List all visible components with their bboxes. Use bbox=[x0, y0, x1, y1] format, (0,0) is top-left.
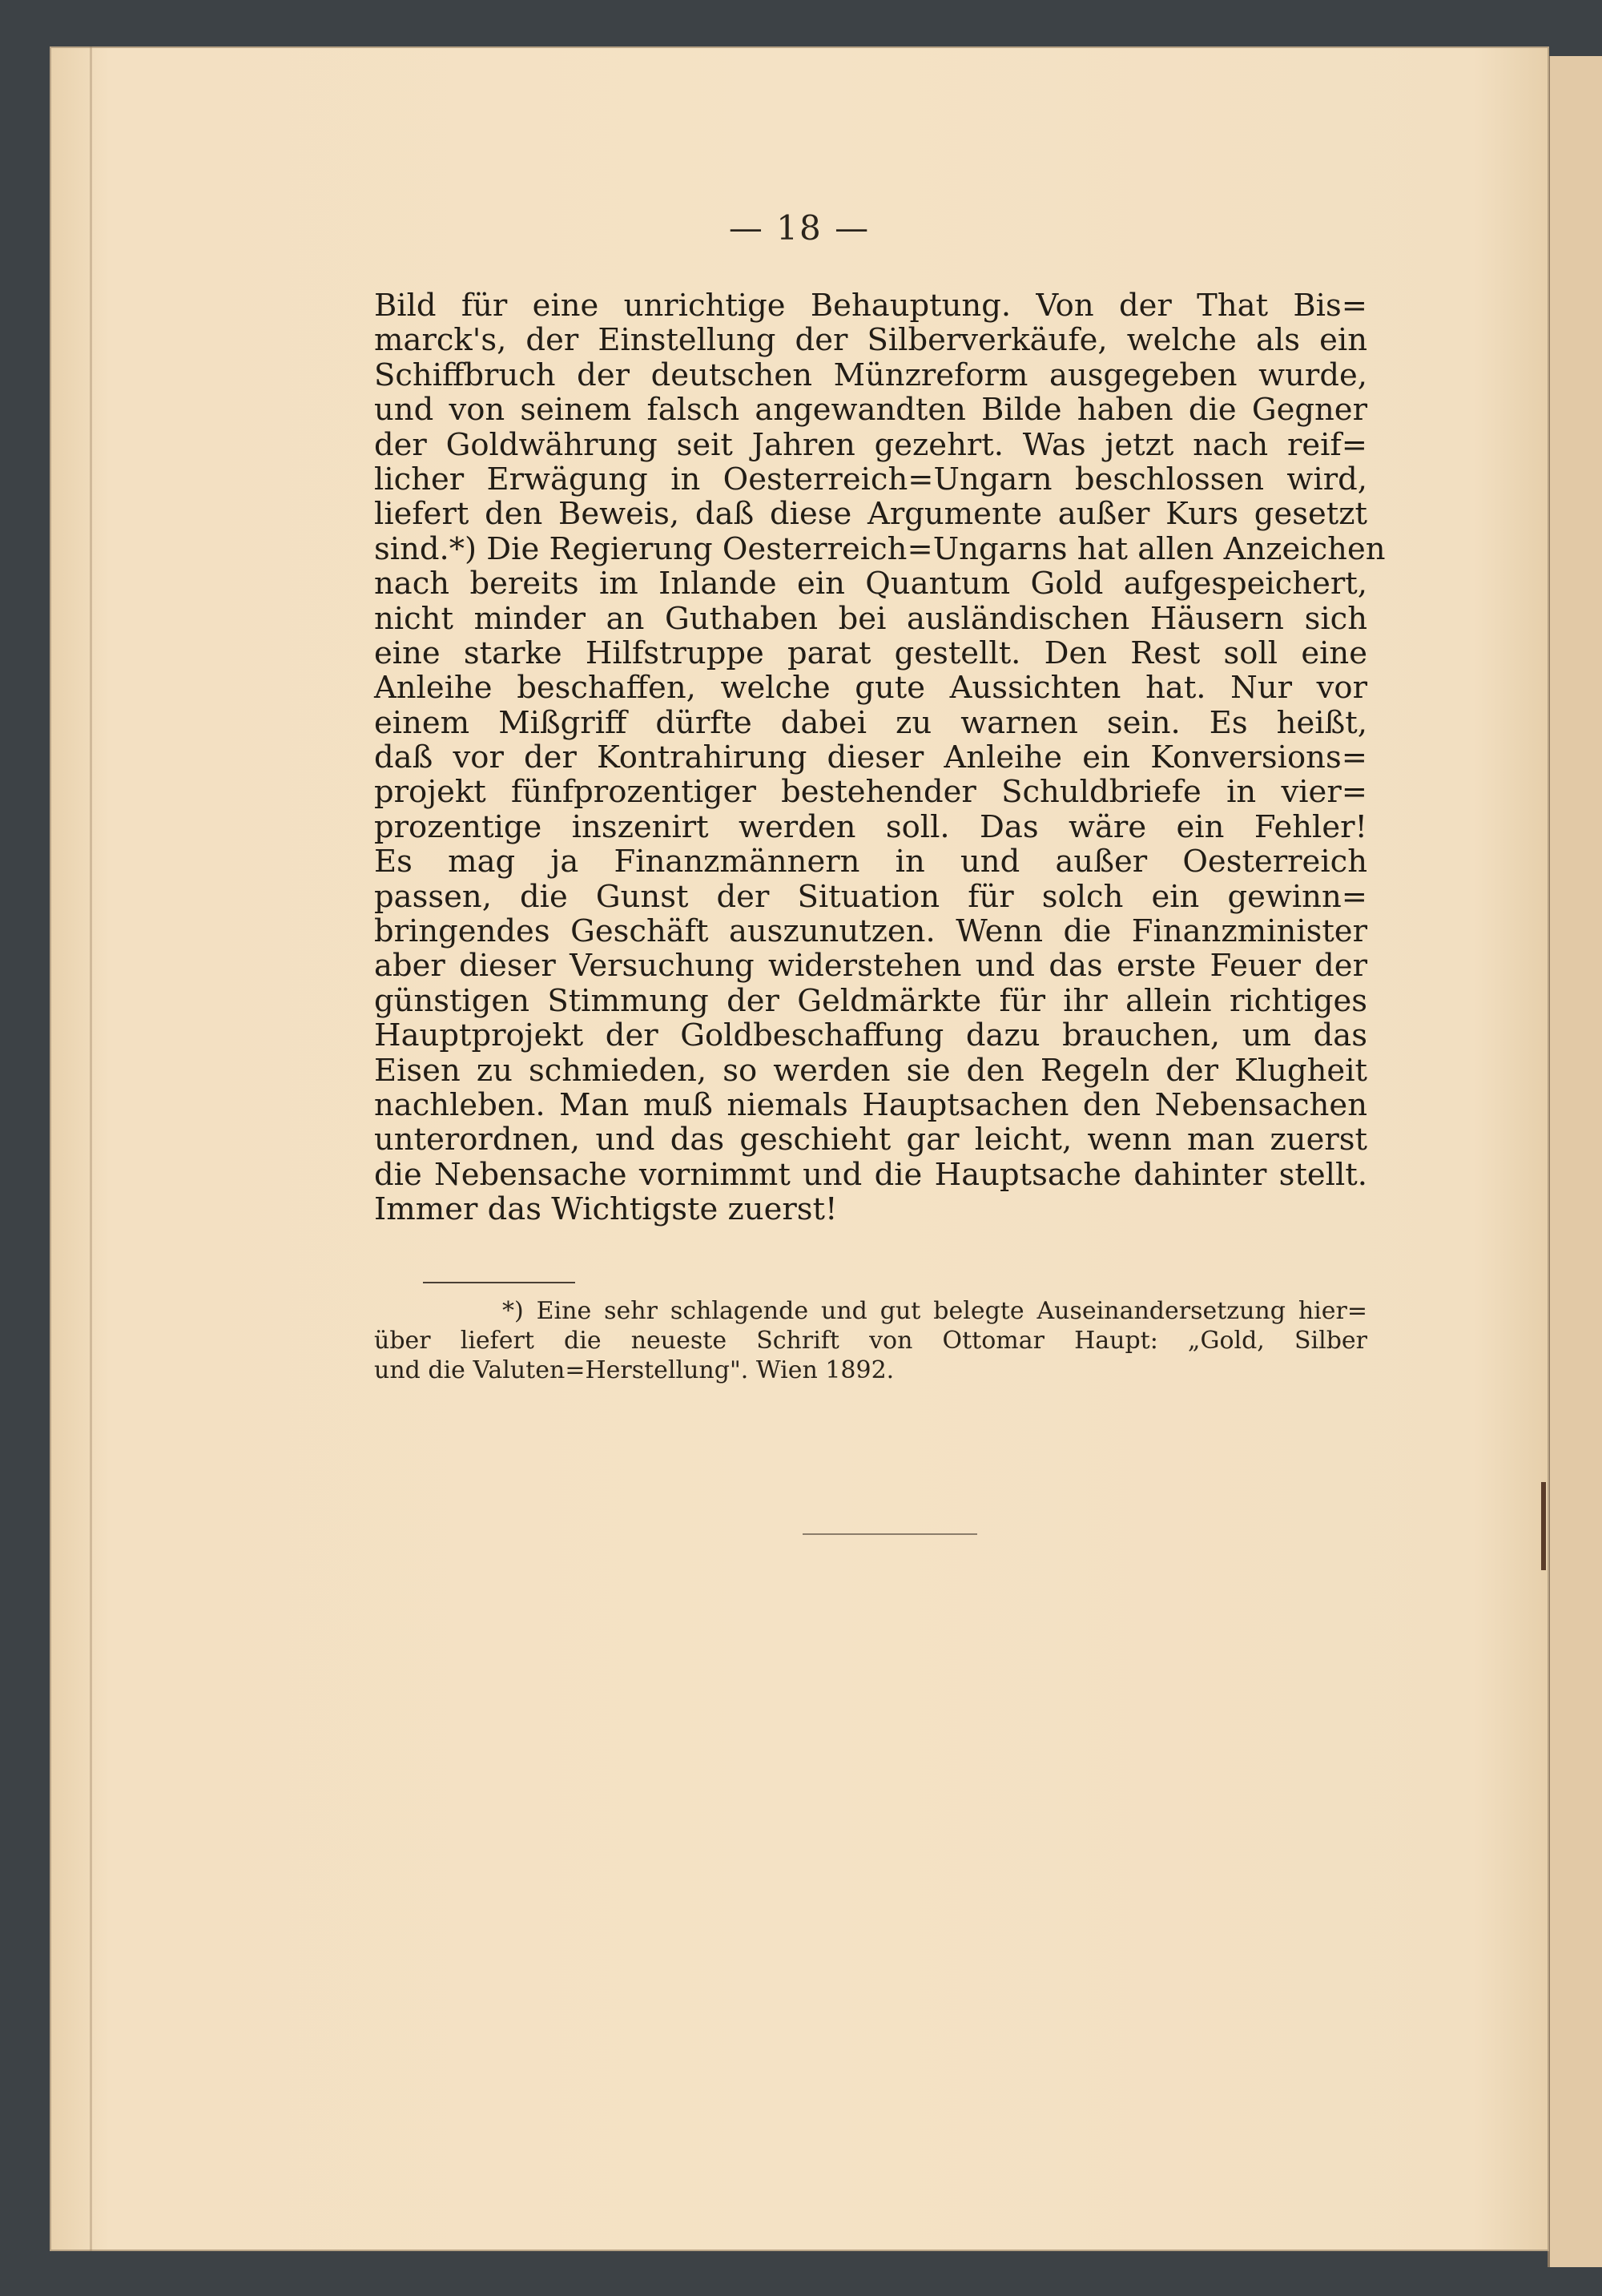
page-number: — 18 — bbox=[728, 208, 871, 248]
text-line: marck's, der Einstellung der Silberverkäufe, welche als ein bbox=[374, 322, 1367, 359]
end-divider bbox=[803, 1533, 977, 1535]
text-line: einem Mißgriff dürfte dabei zu warnen sein. Es heißt, bbox=[374, 704, 1367, 741]
text-line: aber dieser Versuchung widerstehen und das erste Feuer der bbox=[374, 948, 1367, 985]
text-line: prozentige inszenirt werden soll. Das wäre ein Fehler! bbox=[374, 808, 1367, 845]
text-line: Schiffbruch der deutschen Münzreform ausgegeben wurde, bbox=[374, 356, 1367, 393]
text-line: der Goldwährung seit Jahren gezehrt. Was jetzt nach reif= bbox=[374, 426, 1367, 463]
text-line: projekt fünfprozentiger bestehender Schuldbriefe in vier= bbox=[374, 774, 1367, 811]
footnote-line: und die Valuten=Herstellung". Wien 1892. bbox=[374, 1356, 895, 1384]
text-line: Eisen zu schmieden, so werden sie den Regeln der Klugheit bbox=[374, 1052, 1367, 1089]
text-line: und von seinem falsch angewandten Bilde haben die Gegner bbox=[374, 392, 1367, 429]
text-line: Anleihe beschaffen, welche gute Aussichten hat. Nur vor bbox=[374, 670, 1367, 707]
text-line: daß vor der Kontrahirung dieser Anleihe ein Konversions= bbox=[374, 739, 1367, 776]
footnote-line: über liefert die neueste Schrift von Ottomar Haupt: „Gold, Silber bbox=[374, 1327, 1367, 1355]
text-line: Hauptprojekt der Goldbeschaffung dazu brauchen, um das bbox=[374, 1017, 1367, 1054]
main-text bbox=[374, 288, 1386, 1228]
adjacent-page-edge bbox=[1548, 56, 1602, 2267]
text-line: die Nebensache vornimmt und die Hauptsache dahinter stellt. bbox=[374, 1156, 1367, 1193]
text-line: nicht minder an Guthaben bei ausländischen Häusern sich bbox=[374, 600, 1367, 637]
binding-mark bbox=[1541, 1482, 1546, 1570]
text-line: Es mag ja Finanzmännern in und außer Oesterreich bbox=[374, 844, 1367, 880]
footnote-divider bbox=[423, 1282, 575, 1283]
text-line: passen, die Gunst der Situation für solch ein gewinn= bbox=[374, 878, 1367, 915]
footnote bbox=[374, 1296, 1367, 1385]
text-line: licher Erwägung in Oesterreich=Ungarn beschlossen wird, bbox=[374, 461, 1367, 497]
text-line: eine starke Hilfstruppe parat gestellt. Den Rest soll eine bbox=[374, 634, 1367, 671]
text-line: liefert den Beweis, daß diese Argumente außer Kurs gesetzt bbox=[374, 496, 1367, 533]
text-line: bringendes Geschäft auszunutzen. Wenn die Finanzminister bbox=[374, 913, 1367, 950]
text-line: sind.*) Die Regierung Oesterreich=Ungarns hat allen Anzeichen bbox=[374, 530, 1386, 567]
text-line: unterordnen, und das geschieht gar leicht, wenn man zuerst bbox=[374, 1122, 1367, 1158]
text-line: nachleben. Man muß niemals Hauptsachen den Nebensachen bbox=[374, 1086, 1367, 1123]
text-line: Immer das Wichtigste zuerst! bbox=[374, 1191, 838, 1228]
text-line: nach bereits im Inlande ein Quantum Gold aufgespeichert, bbox=[374, 566, 1367, 602]
footnote-line: *) Eine sehr schlagende und gut belegte Auseinandersetzung hier= bbox=[502, 1297, 1367, 1325]
text-line: Bild für eine unrichtige Behauptung. Von der That Bis= bbox=[374, 288, 1367, 324]
text-line: günstigen Stimmung der Geldmärkte für ihr allein richtiges bbox=[374, 982, 1367, 1019]
